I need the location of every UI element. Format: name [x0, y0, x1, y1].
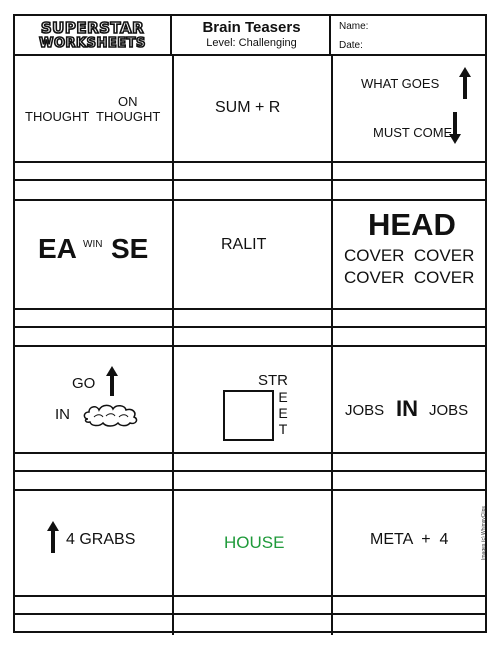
puzzle-6-big: HEAD [368, 207, 456, 242]
arrow-up-icon [106, 366, 118, 396]
puzzle-9-mid: IN [396, 396, 418, 421]
name-date-block [333, 16, 485, 54]
image-credit: Images (c) WhimsyClips [481, 506, 487, 560]
date-field[interactable]: Date: [339, 40, 363, 51]
answer-line [15, 161, 485, 163]
worksheet-header [15, 16, 485, 56]
puzzle-6-row1: COVER COVER [344, 246, 475, 265]
puzzle-4-right: SE [111, 233, 149, 264]
name-field[interactable]: Name: [339, 21, 369, 32]
puzzle-1-bottom: THOUGHT THOUGHT [25, 109, 161, 124]
puzzle-8-across: STR [258, 372, 288, 389]
puzzle-7-top: GO [72, 375, 96, 392]
answer-line [15, 179, 485, 181]
row-divider [15, 489, 485, 491]
answer-line [15, 452, 485, 454]
arrow-down-icon [449, 112, 461, 144]
row-divider [15, 345, 485, 347]
answer-line [15, 470, 485, 472]
puzzle-8-down: EET [275, 389, 291, 437]
puzzle-1-top: ON [118, 94, 138, 109]
answer-line [15, 613, 485, 615]
puzzle-2-text: SUM + R [215, 99, 281, 116]
arrow-up-icon [459, 67, 471, 99]
puzzle-4-left: EA [38, 233, 77, 264]
puzzle-4-mid: WIN [83, 239, 103, 250]
puzzle-3-top: WHAT GOES [361, 76, 440, 91]
arrow-up-icon [47, 521, 59, 553]
title-block [174, 16, 331, 54]
answer-line [15, 326, 485, 328]
worksheet-title: Brain Teasers [202, 19, 301, 36]
puzzle-9-left: JOBS [345, 402, 385, 419]
puzzle-5-text: RALIT [221, 236, 267, 253]
answer-line [15, 595, 485, 597]
square-box [223, 390, 274, 441]
cloud-icon [82, 403, 140, 427]
puzzle-12-text: META + 4 [370, 531, 449, 548]
level-label: Level: Challenging [206, 37, 297, 49]
row-divider [15, 199, 485, 201]
worksheet [13, 14, 487, 633]
logo-line1: SUPERSTAR [40, 18, 145, 37]
puzzle-11-text: HOUSE [224, 533, 285, 552]
puzzle-7-bottom: IN [55, 406, 70, 423]
logo-line2: WORKSHEETS [39, 35, 146, 51]
logo [15, 16, 172, 54]
puzzle-9-right: JOBS [429, 402, 469, 419]
puzzle-6-row2: COVER COVER [344, 268, 475, 287]
answer-line [15, 308, 485, 310]
puzzle-10-text: 4 GRABS [66, 531, 136, 548]
puzzle-3-bottom: MUST COME [373, 125, 453, 140]
